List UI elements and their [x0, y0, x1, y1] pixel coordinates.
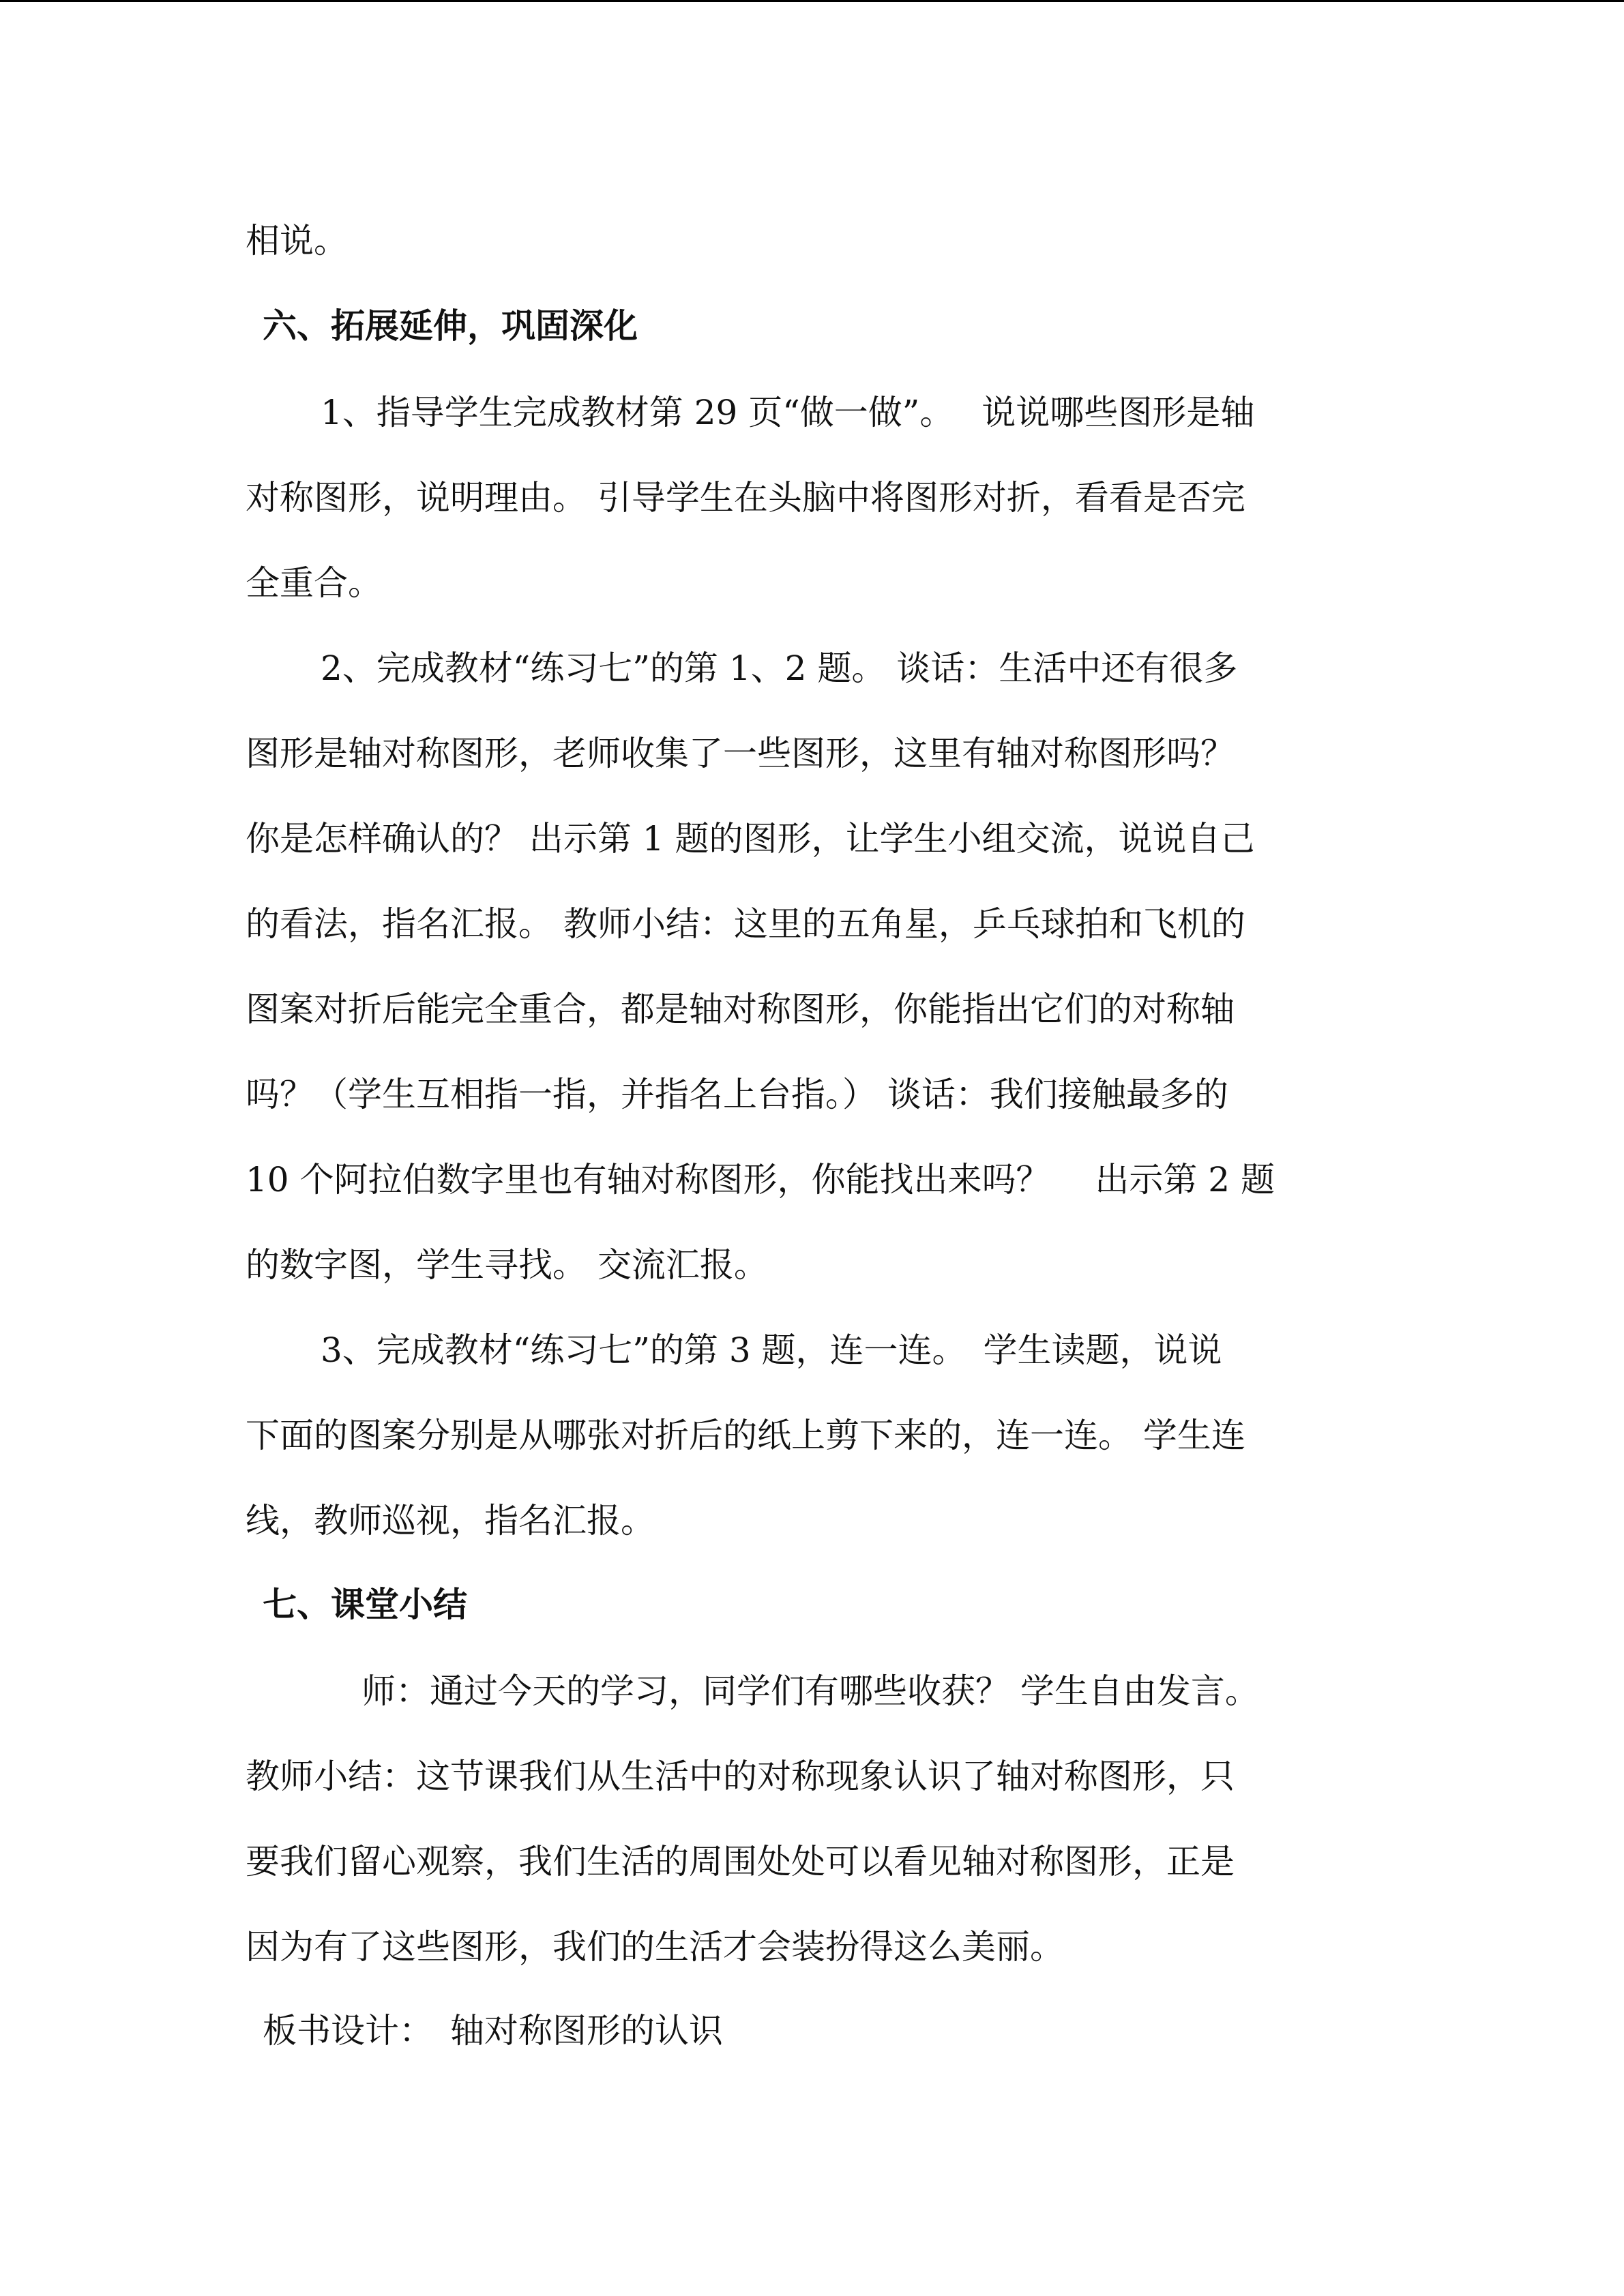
- paragraph-line: 图形是轴对称图形，老师收集了一些图形，这里有轴对称图形吗？: [246, 734, 1235, 773]
- board-design-line: 板书设计： 轴对称图形的认识: [263, 2011, 723, 2051]
- paragraph-line: 对称图形，说明理由。 引导学生在头脑中将图形对折，看看是否完: [246, 478, 1245, 518]
- paragraph-line: 线，教师巡视，指名汇报。: [246, 1501, 655, 1540]
- paragraph-line: 师：通过今天的学习，同学们有哪些收获？ 学生自由发言。: [361, 1671, 1259, 1711]
- paragraph-line: 全重合。: [246, 563, 382, 603]
- paragraph-line: 因为有了这些图形，我们的生活才会装扮得这么美丽。: [246, 1927, 1064, 1967]
- paragraph-line: 图案对折后能完全重合，都是轴对称图形，你能指出它们的对称轴: [246, 989, 1235, 1029]
- paragraph-line: 吗？（学生互相指一指，并指名上台指。） 谈话：我们接触最多的: [246, 1075, 1228, 1114]
- paragraph-line: 的看法，指名汇报。 教师小结：这里的五角星，乒乓球拍和飞机的: [246, 904, 1245, 944]
- paragraph-line: 下面的图案分别是从哪张对折后的纸上剪下来的，连一连。 学生连: [246, 1416, 1245, 1455]
- paragraph-line: 要我们留心观察，我们生活的周围处处可以看见轴对称图形，正是: [246, 1842, 1235, 1881]
- paragraph-line: 教师小结：这节课我们从生活中的对称现象认识了轴对称图形，只: [246, 1757, 1235, 1796]
- paragraph-line: 的数字图，学生寻找。 交流汇报。: [246, 1245, 768, 1285]
- section-heading-summary: 七、课堂小结: [263, 1585, 467, 1624]
- section-heading-extension: 六、拓展延伸，巩固深化: [263, 306, 638, 346]
- paragraph-line: 相说。: [246, 221, 348, 260]
- paragraph-line: 1、指导学生完成教材第 29 页“做一做”。 说说哪些图形是轴: [321, 393, 1255, 432]
- paragraph-line: 2、完成教材“练习七”的第 1、2 题。 谈话：生活中还有很多: [321, 648, 1238, 688]
- paragraph-line: 3、完成教材“练习七”的第 3 题，连一连。 学生读题，说说: [321, 1330, 1222, 1370]
- paragraph-line: 你是怎样确认的？ 出示第 1 题的图形，让学生小组交流，说说自己: [246, 819, 1255, 859]
- paragraph-line: 10 个阿拉伯数字里也有轴对称图形，你能找出来吗？ 出示第 2 题: [246, 1160, 1275, 1199]
